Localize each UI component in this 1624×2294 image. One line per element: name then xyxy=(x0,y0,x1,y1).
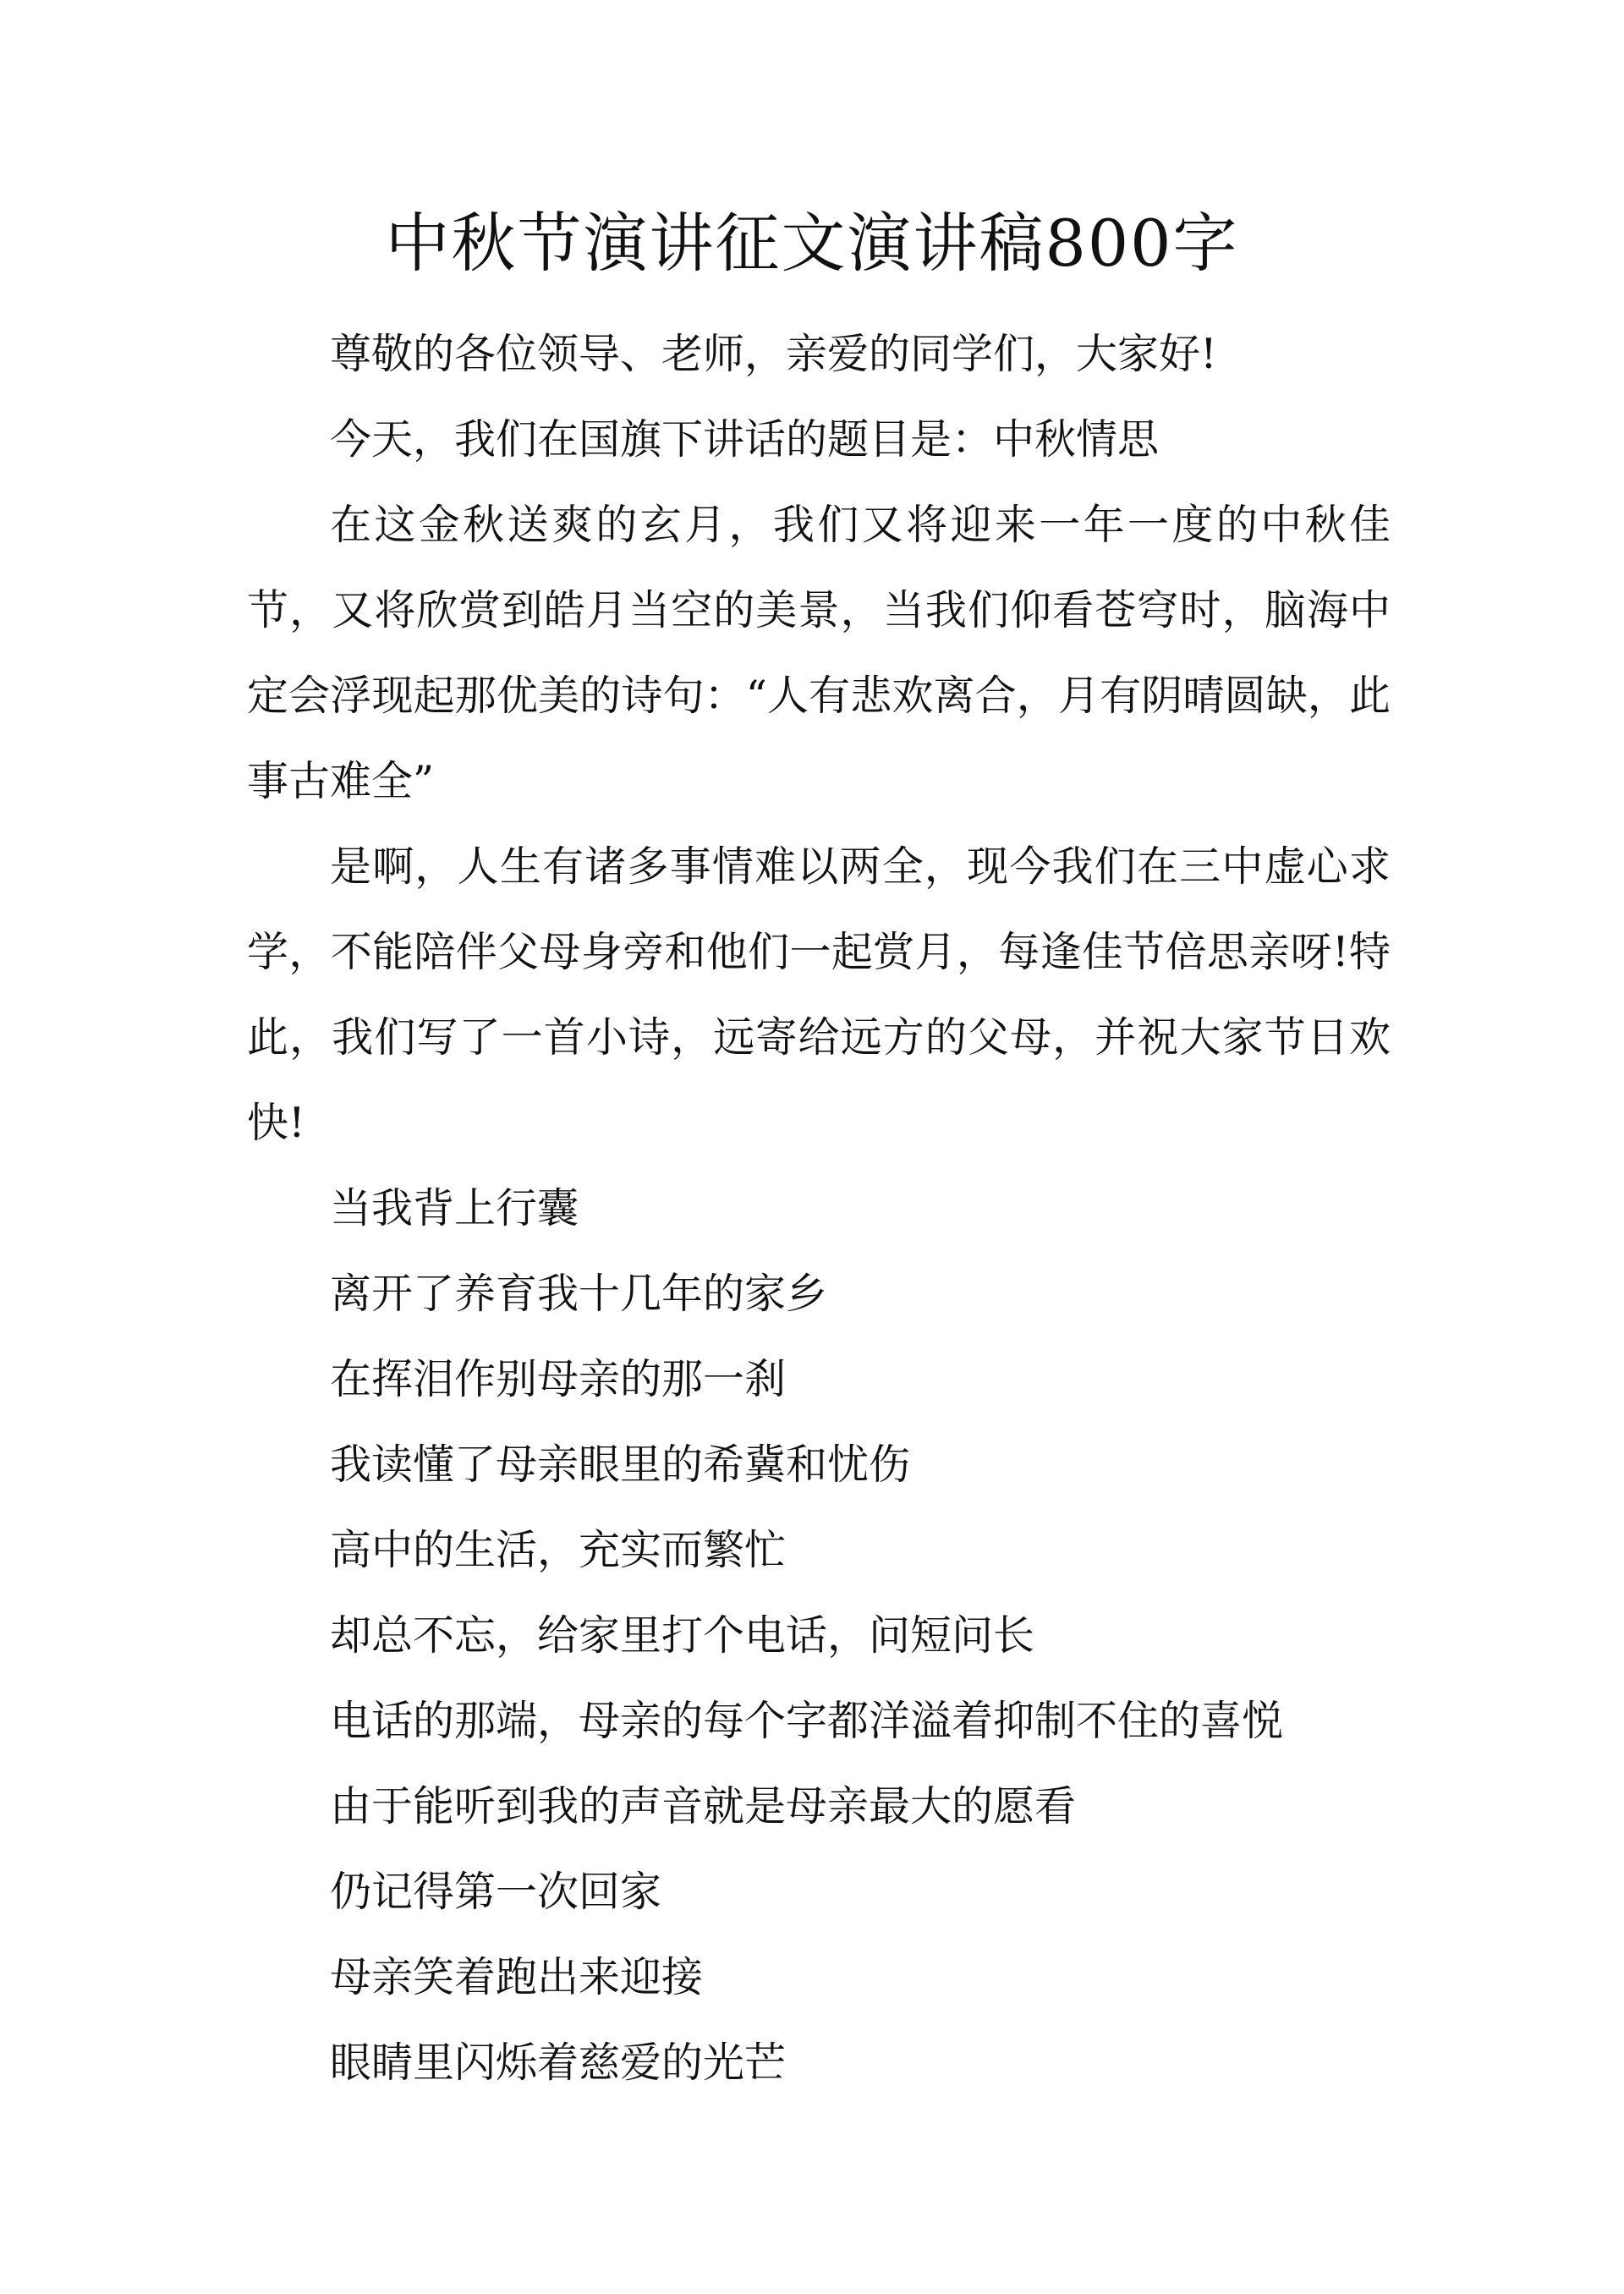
poem-line: 眼睛里闪烁着慈爱的光芒 xyxy=(330,2039,787,2087)
poem-line: 在挥泪作别母亲的那一刹 xyxy=(330,1355,787,1403)
poem-line: 由于能听到我的声音就是母亲最大的愿看 xyxy=(330,1782,1077,1830)
document-body xyxy=(247,311,1391,2105)
body-paragraph: 在这金秋送爽的玄月，我们又将迎来一年一度的中秋佳节，又将欣赏到皓月当空的美景，当我们仰看苍穹时，脑海中定会浮现起那优美的诗句：“人有悲欢离合，月有阴晴圆缺，此事古难全” xyxy=(247,501,1391,805)
body-paragraph: 是啊，人生有诸多事情难以两全，现今我们在三中虚心求学，不能陪伴父母身旁和他们一起赏月，每逢佳节倍思亲呀!特此，我们写了一首小诗，远寄给远方的父母，并祝大家节日欢快! xyxy=(247,842,1391,1147)
poem-line: 电话的那端，母亲的每个字都洋溢着抑制不住的喜悦 xyxy=(330,1697,1284,1745)
poem-line: 当我背上行囊 xyxy=(330,1184,579,1232)
poem-line: 高中的生活，充实而繁忙 xyxy=(330,1526,787,1574)
greeting-paragraph: 尊敬的各位领导、老师，亲爱的同学们，大家好! xyxy=(330,330,1217,378)
poem-line: 我读懂了母亲眼里的希冀和忧伤 xyxy=(330,1441,911,1489)
poem-line: 母亲笑着跑出来迎接 xyxy=(330,1953,704,2001)
topic-paragraph: 今天，我们在国旗下讲话的题目是：中秋情思 xyxy=(330,415,1160,464)
poem-line: 却总不忘，给家里打个电话，问短问长 xyxy=(330,1611,1035,1660)
poem-line: 仍记得第一次回家 xyxy=(330,1868,662,1916)
poem-line: 离开了养育我十几年的家乡 xyxy=(330,1270,828,1318)
document-title: 中秋节演讲征文演讲稿800字 xyxy=(385,206,1239,281)
